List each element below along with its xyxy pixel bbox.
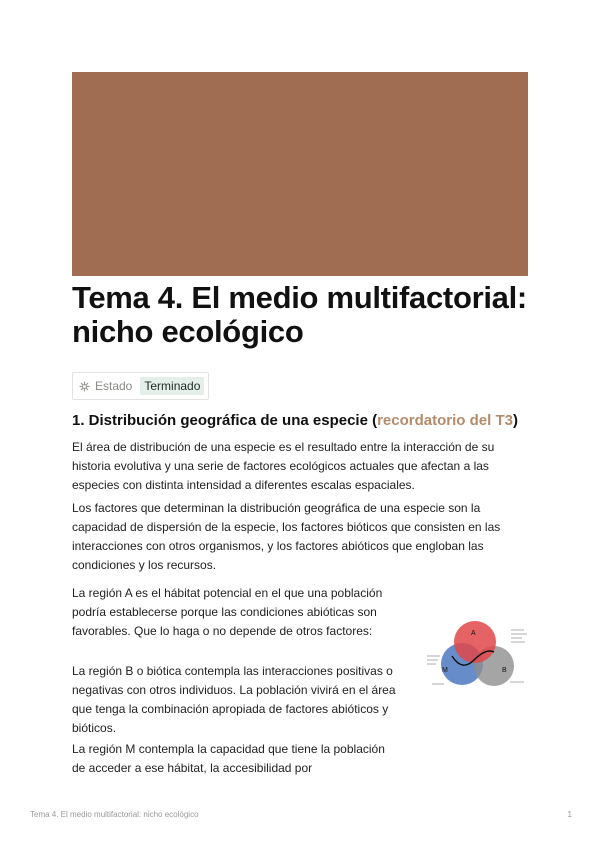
section-heading-suffix: ) [512, 412, 518, 429]
page-number: 1 [567, 810, 572, 819]
gear-icon [79, 381, 90, 392]
label-a: A [471, 630, 476, 637]
property-estado[interactable] [72, 372, 209, 400]
status-badge: Terminado [140, 377, 204, 395]
section-heading-text: 1. Distribución geográfica de una especie ( [72, 412, 378, 429]
paragraph: Los factores que determinan la distribución geográfica de una especie son la capacidad de dispersión de la especie, los factores bióticos que consisten en las interacciones con otros organismos, y los factores abióticos que engloban las condiciones y los recursos. [72, 501, 501, 572]
label-b: B [502, 667, 507, 674]
bam-venn-diagram [424, 612, 534, 692]
paragraph-region-a: La región A es el hábitat potencial en el que una población podría establecerse porque las condiciones abióticas son favorables. Que lo haga o no depende de otros factores: [72, 586, 383, 638]
page-title: Tema 4. El medio multifactorial: nicho ecológico [72, 280, 527, 349]
section-heading [72, 411, 532, 431]
paragraph-region-b: La región B o biótica contempla las interacciones positivas o negativas con otros individuos. La población vivirá en el área que tenga la combinación apropiada de factores abióticos y bióticos. [72, 664, 396, 735]
paragraph: El área de distribución de una especie es el resultado entre la interacción de su historia evolutiva y una serie de factores ecológicos actuales que afectan a las especies con distinta intensidad a diferentes escalas espaciales. [72, 440, 495, 492]
region-a-circle [454, 621, 496, 663]
label-m: M [442, 667, 448, 674]
property-key: Estado [95, 379, 133, 393]
paragraph-region-m: La región M contempla la capacidad que tiene la población de acceder a ese hábitat, la accesibilidad por [72, 742, 385, 775]
footer-title: Tema 4. El medio multifactorial: nicho ecológico [30, 810, 199, 819]
cover-image [72, 72, 528, 276]
recordatorio-link[interactable]: recordatorio del T3 [377, 412, 513, 429]
